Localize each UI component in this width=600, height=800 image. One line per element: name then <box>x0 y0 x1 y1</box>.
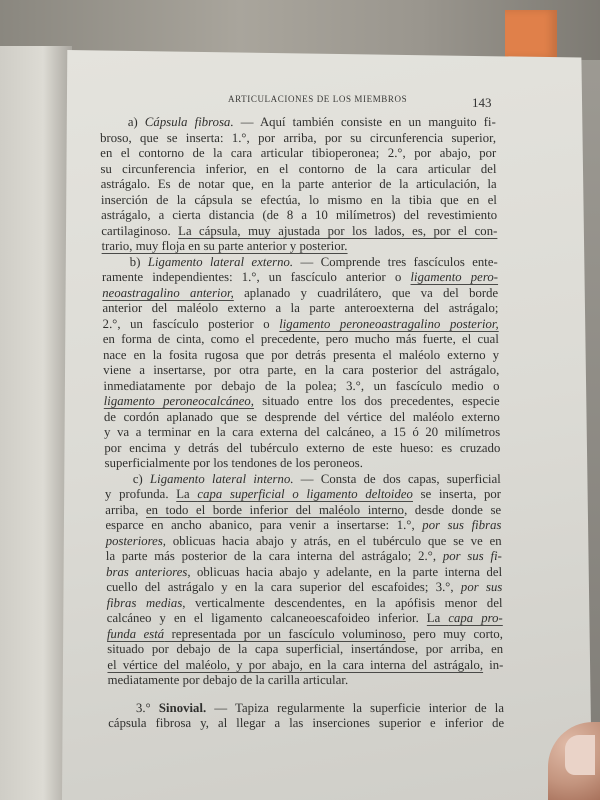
text-line <box>101 239 497 255</box>
text-segment: inmediatamente por debajo de la polea; 3.°, un fascículo medio o <box>103 378 500 393</box>
text-segment: inserción de la cápsula se efectúa, lo mismo en la tibia que en el <box>100 192 497 207</box>
text-line <box>102 286 498 302</box>
underlined-text: ligamento peroneocalcáneo, <box>103 394 255 408</box>
underlined-text: funda está <box>106 626 165 641</box>
text-line <box>104 394 500 410</box>
underlined-text: ligamento peroneoastragalino posterior, <box>279 316 499 331</box>
text-line <box>107 642 503 658</box>
text-segment: oblicuas hacia abajo y atrás, en el tubérculo que se ve en <box>165 533 502 548</box>
text-segment: c) <box>132 471 151 486</box>
text-segment: — Comprende tres fascículos ente- <box>292 254 498 269</box>
text-segment: in- <box>482 657 504 672</box>
running-title: ARTICULACIONES DE LOS MIEMBROS <box>228 94 408 104</box>
text-segment: b) <box>129 254 148 269</box>
text-segment: por encima y detrás del tubérculo externo de este hueso: es cruzado <box>104 440 501 455</box>
text-segment: se inserta, por <box>412 487 502 501</box>
text-line <box>101 208 497 224</box>
text-segment: Ligamento lateral externo. <box>147 254 294 269</box>
text-segment: Cápsula fibrosa. <box>144 115 234 129</box>
text-segment: aplanado y cuadrilátero, que va del borde <box>233 285 499 300</box>
text-segment: posteriores, <box>105 533 167 548</box>
text-segment: Sinovial. <box>158 700 207 715</box>
underlined-text: en todo el borde inferior del maléolo interno <box>145 502 405 517</box>
text-segment: cápsula fibrosa y, al llegar a las inserciones superior e inferior de <box>108 716 505 730</box>
text-segment: bras anteriores, <box>105 564 191 579</box>
text-line <box>104 456 500 472</box>
left-page-edge <box>0 46 72 800</box>
underlined-text: La <box>176 487 198 501</box>
underlined-text: La cápsula, muy ajustada por los lados, es, por el con- <box>177 223 498 238</box>
text-segment: arriba, <box>105 502 146 517</box>
orange-bookmark-tab <box>505 10 557 58</box>
text-line <box>106 549 502 565</box>
text-segment: pero muy corto, <box>405 626 504 641</box>
text-line <box>100 146 496 162</box>
text-line <box>101 224 497 240</box>
underlined-text: el vértice del maléolo, y por abajo, en la cara interna del astrágalo, <box>107 657 484 672</box>
text-line <box>106 565 502 581</box>
text-line <box>103 348 499 364</box>
text-segment: viene a insertarse, por otra parte, en la cara posterior del astrágalo, <box>103 363 500 377</box>
text-segment: 3.° <box>135 700 159 715</box>
text-segment: mediatamente por debajo de la carilla articular. <box>107 673 349 687</box>
underlined-text: trario, muy floja en su parte anterior y posterior. <box>101 239 348 253</box>
text-line <box>101 177 497 193</box>
text-segment: astrágalo. Es de notar que, en la parte anterior de la articulación, la <box>100 177 497 191</box>
text-segment: en forma de cinta, como el precedente, pero mucho más fuerte, el cual <box>102 332 499 346</box>
text-segment: oblicuas hacia abajo y adelante, en la parte interna del <box>190 564 503 579</box>
text-segment: — Aquí también consiste en un manguito fi- <box>233 115 496 129</box>
text-line <box>103 317 499 333</box>
text-line <box>104 425 500 441</box>
text-line <box>107 673 503 689</box>
text-line <box>102 255 498 271</box>
text-segment: de cordón aplanado que se desprende del vértice del maléolo externo <box>103 409 501 424</box>
text-line <box>108 716 504 732</box>
text-line <box>107 611 503 627</box>
text-line <box>106 534 502 550</box>
text-line <box>100 131 496 147</box>
text-line <box>105 472 501 488</box>
text-line <box>100 115 496 131</box>
text-segment: esparce en ancho abanico, para venir a insertarse: 1.°, <box>105 518 423 532</box>
text-line <box>105 518 501 534</box>
text-line <box>102 270 498 286</box>
text-segment: en el contorno de la cara articular tibioperonea; 2.°, por abajo, por <box>100 146 497 160</box>
text-line <box>105 503 501 519</box>
text-segment: a) <box>127 115 145 129</box>
text-line <box>100 162 496 178</box>
text-segment: por sus <box>460 580 503 594</box>
text-line <box>101 193 497 209</box>
text-line <box>103 332 499 348</box>
text-segment: su circunferencia inferior, en el contorno de la cara articular del <box>100 161 497 176</box>
text-line <box>108 701 504 717</box>
text-segment: — Consta de dos capas, superficial <box>293 471 501 486</box>
text-segment: calcáneo y en el ligamento calcaneoescafoideo inferior. <box>106 611 427 625</box>
text-segment: nace en la fosita rugosa que por detrás presenta el maléolo externo y <box>102 347 500 362</box>
text-segment: cartilaginoso. <box>101 223 179 238</box>
underlined-text: capa pro- <box>448 611 503 625</box>
text-line <box>107 627 503 643</box>
text-segment: ramente independientes: 1.°, un fascículo anterior o <box>101 270 411 284</box>
text-segment: la parte más posterior de la cara interna del astrágalo; 2.°, <box>105 549 443 563</box>
text-segment: broso, que se inserta: 1.°, por arriba, por su circunferencia superior, <box>99 130 497 145</box>
text-segment: por sus fi- <box>442 549 502 563</box>
text-segment: por sus fibras <box>422 518 502 532</box>
text-segment: astrágalo, a cierta distancia (de 8 a 10 milímetros) del revestimiento <box>100 208 498 222</box>
text-segment: situado entre los dos precedentes, especie <box>253 394 500 408</box>
text-segment: superficialmente por los tendones de los peroneos. <box>104 456 364 470</box>
thumbnail-nail <box>565 735 595 775</box>
text-line <box>107 658 503 674</box>
text-segment: — Tapiza regularmente la superficie interior de la <box>206 700 505 715</box>
text-segment: fibras medias, <box>106 595 186 610</box>
text-line <box>106 596 502 612</box>
underlined-text: representada por un fascículo voluminoso, <box>164 626 406 641</box>
text-line <box>104 441 500 457</box>
text-segment: cuello del astrágalo y en la cara superior del escafoides; 3.°, <box>106 580 461 594</box>
page-number: 143 <box>472 95 492 110</box>
underlined-text: capa superficial o ligamento deltoideo <box>197 487 413 501</box>
text-segment: anterior del maléolo externo a la parte anteroexterna del astrágalo; <box>102 301 499 315</box>
text-line <box>104 410 500 426</box>
text-line <box>105 487 501 503</box>
text-segment: , desde donde se <box>403 502 502 517</box>
underlined-text: neoastragalino anterior, <box>102 285 234 300</box>
text-segment: y profunda. <box>104 487 177 501</box>
underlined-text: ligamento pero- <box>410 270 499 284</box>
text-line <box>106 580 502 596</box>
text-segment: 2.°, un fascículo posterior o <box>102 316 280 331</box>
text-line <box>103 379 499 395</box>
underlined-text: La <box>426 611 449 625</box>
text-line <box>103 363 499 379</box>
text-segment: verticalmente descendentes, en la apófisis menor del <box>185 595 503 610</box>
text-segment: Ligamento lateral interno. <box>149 471 294 486</box>
text-line <box>102 301 498 317</box>
page-body-text <box>100 115 505 732</box>
paragraph-gap <box>108 689 504 701</box>
text-segment: y va a terminar en la cara externa del calcáneo, a 15 ó 20 milímetros <box>104 425 501 439</box>
text-segment: situado por debajo de la capa superficial, insertándose, por arriba, en <box>107 642 504 656</box>
